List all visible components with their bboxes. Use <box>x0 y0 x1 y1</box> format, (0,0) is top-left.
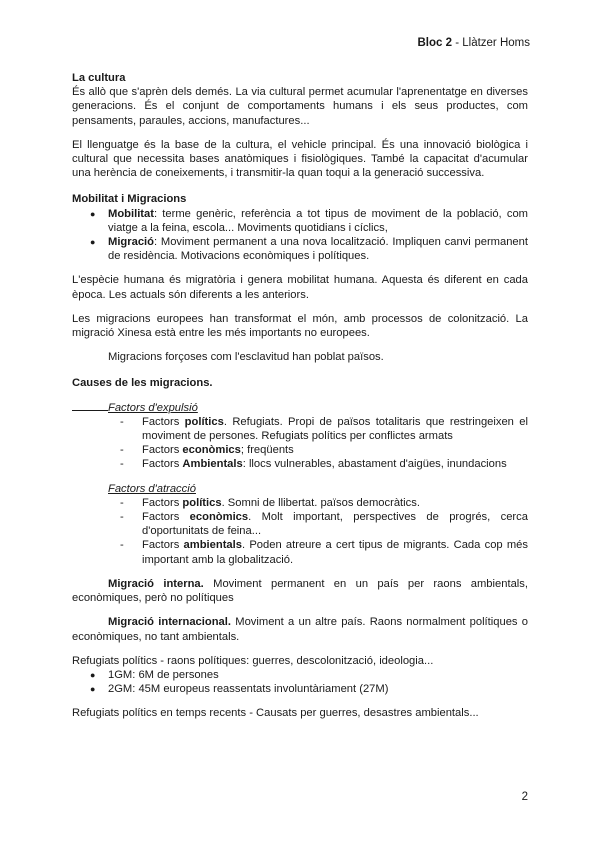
dash-list-expulsio <box>72 415 528 472</box>
term-definition: Moviment a un altre país. Raons normalment polítiques o econòmiques, no tant ambientals. <box>72 616 528 643</box>
item-prefix: Factors <box>142 415 185 428</box>
subheading-expulsio <box>72 401 528 415</box>
page-number: 2 <box>521 791 528 803</box>
paragraph: És allò que s'aprèn dels demés. La via cultural permet acumular l'aprenentatge en diverses generacions. És el conjunt de comportaments humans i els seus productes, com pensaments, paraules, accions, manufactures... <box>72 86 528 127</box>
paragraph: Refugiats polítics en temps recents - Causats per guerres, desastres ambientals... <box>72 707 479 720</box>
bullet-list <box>72 207 528 264</box>
item-prefix: Factors <box>142 511 190 524</box>
paragraph: El llenguatge és la base de la cultura, el vehicle principal. És una innovació biològica i cultural que necessita bases anatòmiques i fisiològiques. També la capacitat d'acumular una herència de coneixements, i transmitir-la quan toqui a la generació successiva. <box>72 138 528 180</box>
term-definition: : terme genèric, referència a tot tipus de moviment de la població, com viatge a la feina, escola... Moviments quotidians i cíclics, <box>108 207 528 234</box>
list-item <box>142 510 528 538</box>
heading-mobilitat: Mobilitat i Migracions <box>72 193 187 206</box>
header-author: Llàtzer Homs <box>462 37 530 49</box>
bullet-list-gm <box>72 668 528 696</box>
term: Migració <box>108 236 155 249</box>
list-item <box>108 207 528 235</box>
list-item: ● 2GM: 45M europeus reassentats involuntàriament (27M) <box>108 682 528 696</box>
term: Mobilitat <box>108 207 154 220</box>
item-text: . Poden atreure a cert tipus de migrants. Cada cop més important amb la globalització. <box>142 539 528 566</box>
item-bold: econòmics <box>182 444 241 457</box>
item-text: ; freqüents <box>240 444 294 457</box>
item-text: . Refugiats. Propi de països totalitaris que restringeixen el moviment de persones. Refugiats polítics per conflictes armats <box>142 415 528 443</box>
list-item: ● 1GM: 6M de persones <box>108 668 528 682</box>
list-item <box>142 443 528 457</box>
paragraph-migracio-internacional <box>72 615 528 643</box>
paragraph: L'espècie humana és migratòria i genera mobilitat humana. Aquesta és diferent en cada època. Les actuals són diferents a les anteriors. <box>72 274 528 301</box>
header-separator: - <box>452 37 463 49</box>
paragraph: Les migracions europees han transformat el món, amb processos de colonització. La migració Xinesa està entre les més importants no europees. <box>72 312 528 340</box>
item-prefix: Factors <box>142 458 183 471</box>
subheading-atraccio <box>72 482 528 496</box>
subheading-label: Factors d'atracció <box>108 482 196 495</box>
paragraph: Refugiats polítics - raons polítiques: guerres, descolonització, ideologia... <box>72 654 434 667</box>
term-definition: Moviment permanent en un país per raons ambientals, econòmiques, però no polítiques <box>72 577 528 605</box>
item-bold: polítics <box>184 415 224 428</box>
paragraph-migracio-interna <box>72 577 528 605</box>
heading-causes: Causes de les migracions. <box>72 377 213 390</box>
subheading-label: Factors d'expulsió <box>108 401 198 414</box>
page-header <box>418 36 531 50</box>
item-bold: econòmics <box>189 511 249 524</box>
term: Migració internacional. <box>108 616 231 629</box>
item-text: : llocs vulnerables, abastament d'aigües, inundacions <box>242 458 507 471</box>
heading-cultura: La cultura <box>72 72 126 84</box>
item-prefix: Factors <box>142 496 183 509</box>
list-item <box>142 496 528 510</box>
paragraph: Migracions forçoses com l'esclavitud han poblat països. <box>108 351 384 364</box>
header-bloc: Bloc 2 <box>417 37 453 49</box>
page-content <box>72 71 528 721</box>
item-prefix: Factors <box>142 539 184 552</box>
item-bold: ambientals <box>183 539 242 552</box>
item-bold: polítics <box>182 496 222 509</box>
item-text: . Somni de llibertat. països democràtics. <box>221 496 420 509</box>
list-item <box>142 457 528 471</box>
term: Migració interna. <box>108 577 204 590</box>
list-item <box>142 415 528 443</box>
dash-list-atraccio <box>72 496 528 567</box>
item-text: . Molt important, perspectives de progrés, cerca d'oportunitats de feina... <box>142 511 528 538</box>
item-bold: Ambientals <box>182 458 243 471</box>
term-definition: : Moviment permanent a una nova localització. Impliquen canvi permanent de residència. Motivacions econòmiques i polítiques. <box>108 236 528 263</box>
item-prefix: Factors <box>142 444 183 457</box>
list-item <box>108 235 528 263</box>
tab-underline <box>72 401 108 411</box>
list-item <box>142 538 528 566</box>
